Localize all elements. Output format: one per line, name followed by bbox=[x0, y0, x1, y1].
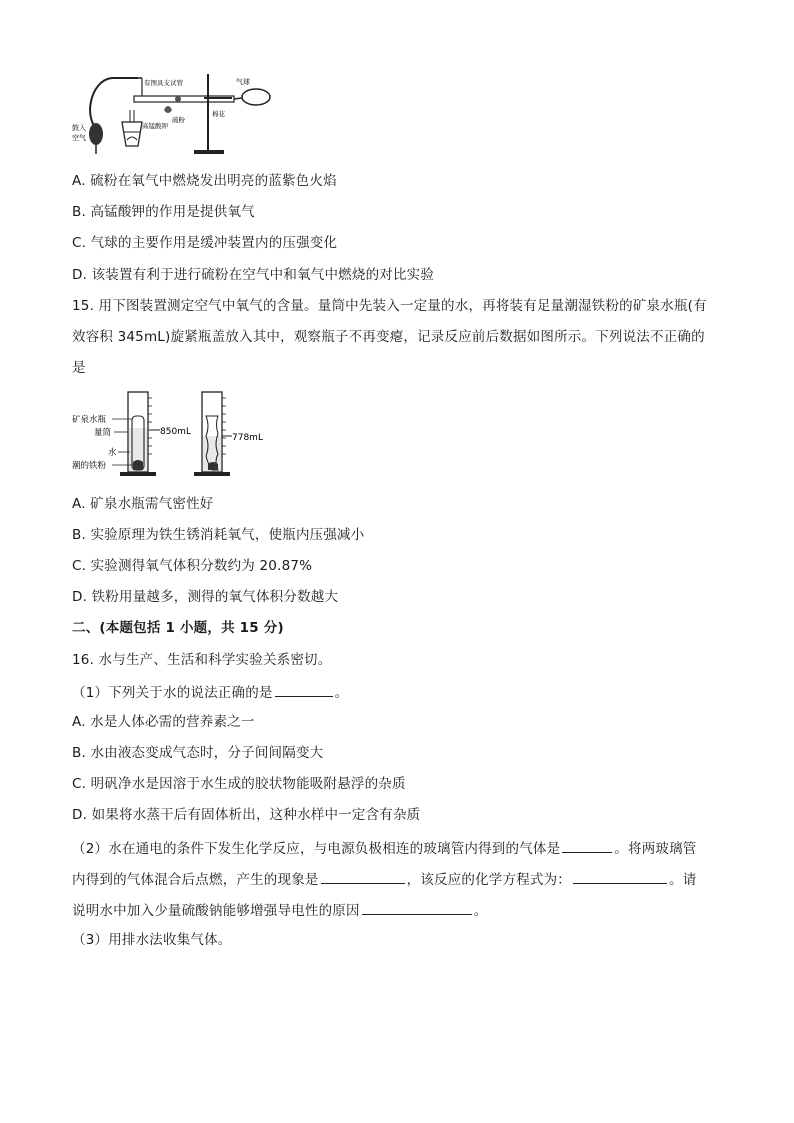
q16-part2-text-1: （2）水在通电的条件下发生化学反应，与电源负极相连的玻璃管内得到的气体是 bbox=[72, 841, 561, 857]
q14-option-c: C. 气球的主要作用是缓冲装置内的压强变化 bbox=[72, 235, 338, 251]
q15-stem-line-1: 15. 用下图装置测定空气中氧气的含量。量筒中先装入一定量的水，再将装有足量潮湿铁粉的矿泉水瓶(有 bbox=[72, 298, 707, 314]
q15-stem-line-3: 是 bbox=[72, 360, 86, 376]
q15-option-c: C. 实验测得氧气体积分数约为 20.87% bbox=[72, 558, 313, 574]
label-air-in-1: 鼓入 bbox=[72, 124, 86, 132]
q16-part3: （3）用排水法收集气体。 bbox=[72, 932, 232, 948]
q16-part1-text: （1）下列关于水的说法正确的是 bbox=[72, 685, 273, 701]
q14-option-d: D. 该装置有利于进行硫粉在空气中和氧气中燃烧的对比实验 bbox=[72, 267, 435, 283]
q14-option-b: B. 高锰酸钾的作用是提供氧气 bbox=[72, 204, 255, 220]
q16-option-d: D. 如果将水蒸干后有固体析出，这种水样中一定含有杂质 bbox=[72, 807, 421, 823]
answer-blank-4[interactable] bbox=[573, 869, 667, 884]
q15-option-a: A. 矿泉水瓶需气密性好 bbox=[72, 496, 214, 512]
label-cylinder: 量筒 bbox=[94, 428, 112, 438]
q16-part2-line-3 bbox=[72, 900, 487, 920]
q16-part1 bbox=[72, 682, 348, 702]
label-cotton: 棉花 bbox=[212, 110, 225, 118]
section-heading: 二、(本题包括 1 小题，共 15 分) bbox=[72, 620, 284, 636]
q14-option-a: A. 硫粉在氧气中燃烧发出明亮的蓝紫色火焰 bbox=[72, 173, 337, 189]
reading-before: 850mL bbox=[160, 427, 191, 437]
air-bulb-icon bbox=[89, 123, 103, 145]
answer-blank-1[interactable] bbox=[275, 682, 333, 697]
answer-blank-2[interactable] bbox=[562, 838, 612, 853]
q16-option-c: C. 明矾净水是因溶于水生成的胶状物能吸附悬浮的杂质 bbox=[72, 776, 406, 792]
q16-part2-text-6: 说明水中加入少量硫酸钠能够增强导电性的原因 bbox=[72, 903, 360, 919]
label-bottle: 矿泉水瓶 bbox=[72, 415, 107, 425]
apparatus-figure-cylinders bbox=[72, 386, 292, 482]
q16-part2-line-2 bbox=[72, 869, 696, 889]
apparatus-figure-sulfur bbox=[72, 70, 272, 158]
q16-stem: 16. 水与生产、生活和科学实验关系密切。 bbox=[72, 652, 332, 668]
q16-option-a: A. 水是人体必需的营养素之一 bbox=[72, 714, 255, 730]
q16-part1-suffix: 。 bbox=[334, 685, 349, 701]
answer-blank-3[interactable] bbox=[321, 869, 405, 884]
q15-option-d: D. 铁粉用量越多，测得的氧气体积分数越大 bbox=[72, 589, 339, 605]
label-balloon: 气球 bbox=[236, 78, 250, 86]
label-sulfur: 硫粉 bbox=[172, 116, 185, 124]
label-kmno4: 高锰酸钾 bbox=[142, 122, 168, 130]
label-tube: 有图具支试管 bbox=[144, 79, 183, 87]
reading-after: 778mL bbox=[232, 433, 263, 443]
q16-option-b: B. 水由液态变成气态时，分子间间隔变大 bbox=[72, 745, 324, 761]
answer-blank-5[interactable] bbox=[362, 900, 472, 915]
q16-part2-text-7: 。 bbox=[473, 903, 488, 919]
label-iron: 潮的铁粉 bbox=[72, 461, 107, 471]
q16-part2-text-2: 。将两玻璃管 bbox=[614, 841, 697, 857]
q16-part2-text-4: ，该反应的化学方程式为： bbox=[406, 872, 572, 888]
q16-part2-line-1 bbox=[72, 838, 697, 858]
q16-part2-text-3: 内得到的气体混合后点燃，产生的现象是 bbox=[72, 872, 319, 888]
q15-stem-line-2: 效容积 345mL)旋紧瓶盖放入其中，观察瓶子不再变瘪，记录反应前后数据如图所示。下列说法不正确的 bbox=[72, 329, 705, 345]
q16-part2-text-5: 。请 bbox=[669, 872, 697, 888]
label-air-in-2: 空气 bbox=[72, 134, 86, 142]
q15-option-b: B. 实验原理为铁生锈消耗氧气，使瓶内压强减小 bbox=[72, 527, 365, 543]
balloon-icon bbox=[242, 89, 270, 105]
label-water: 水 bbox=[108, 448, 117, 458]
